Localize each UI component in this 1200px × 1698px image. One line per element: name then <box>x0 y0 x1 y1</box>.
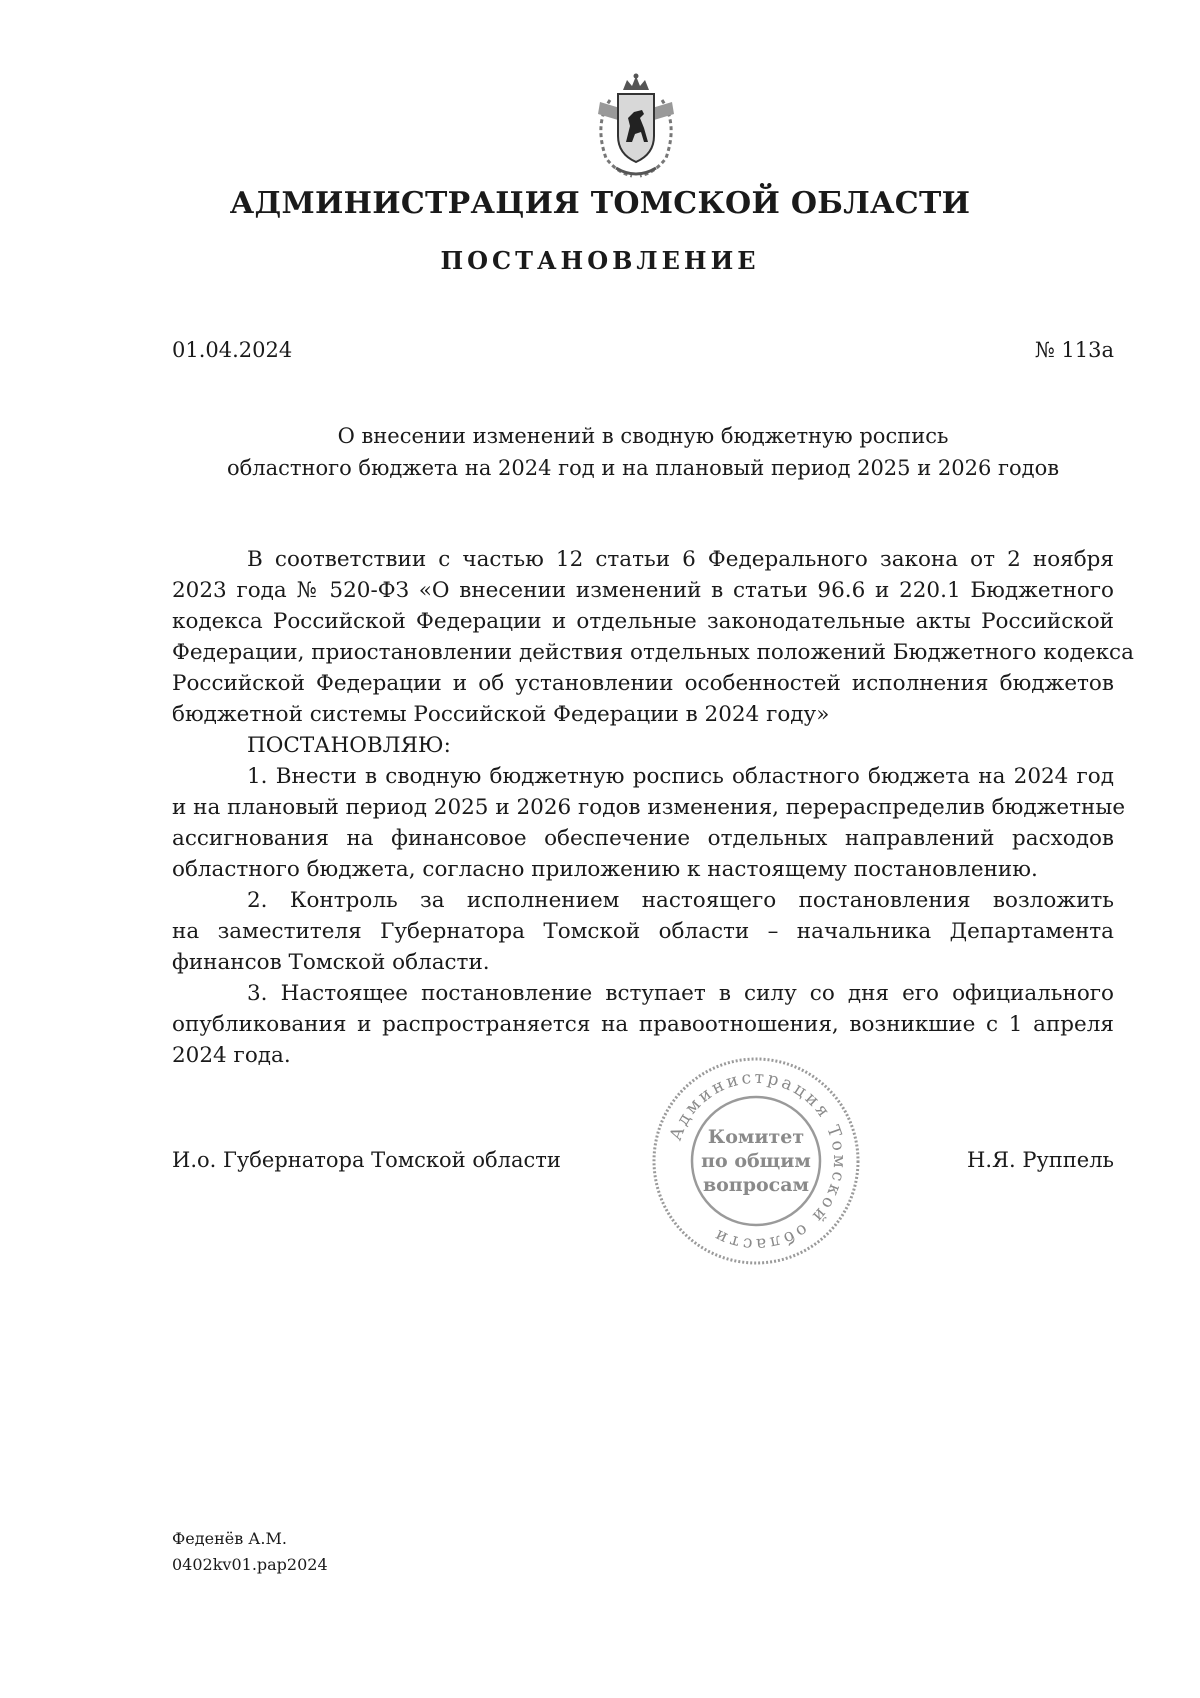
executor-name: Феденёв А.М. <box>172 1529 287 1548</box>
item1-line: областного бюджета, согласно приложению к настоящему постановлению. <box>172 857 1038 882</box>
document-date: 01.04.2024 <box>172 338 293 362</box>
preamble-line: В соответствии с частью 12 статьи 6 Федерального закона от 2 ноября <box>247 547 1114 572</box>
preamble-line: 2023 года № 520-ФЗ «О внесении изменений в статьи 96.6 и 220.1 Бюджетного <box>172 578 1114 603</box>
organization-title: АДМИНИСТРАЦИЯ ТОМСКОЙ ОБЛАСТИ <box>229 186 971 221</box>
item3-line: 3. Настоящее постановление вступает в силу со дня его официального <box>247 981 1114 1006</box>
item2-line: финансов Томской области. <box>172 950 490 975</box>
tomsk-coat-of-arms-icon <box>580 72 692 184</box>
item1-line: 1. Внести в сводную бюджетную роспись областного бюджета на 2024 год <box>247 764 1114 789</box>
preamble-line: Российской Федерации и об установлении особенностей исполнения бюджетов <box>172 671 1114 696</box>
document-body <box>172 544 1134 1071</box>
subject-line: областного бюджета на 2024 год и на плановый период 2025 и 2026 годов <box>226 456 1060 480</box>
item1-line: ассигнования на финансовое обеспечение отдельных направлений расходов <box>172 826 1114 851</box>
item3-line: опубликования и распространяется на правоотношения, возникшие с 1 апреля <box>172 1012 1114 1037</box>
item2-line: на заместителя Губернатора Томской области – начальника Департамента <box>172 919 1114 944</box>
stamp-center-line: Комитет <box>707 1126 805 1148</box>
preamble-line: бюджетной системы Российской Федерации в 2024 году» <box>172 702 830 727</box>
document-footer <box>172 1526 328 1578</box>
subject-line: О внесении изменений в сводную бюджетную роспись <box>337 424 949 448</box>
item2-line: 2. Контроль за исполнением настоящего постановления возложить <box>247 888 1114 913</box>
official-stamp <box>650 1055 862 1267</box>
item1-line: и на плановый период 2025 и 2026 годов изменения, перераспределив бюджетные <box>172 795 1126 820</box>
preamble-line: Федерации, приостановлении действия отдельных положений Бюджетного кодекса <box>172 640 1134 665</box>
stamp-center-line: вопросам <box>702 1174 810 1196</box>
preamble-line: кодекса Российской Федерации и отдельные законодательные акты Российской <box>172 609 1114 634</box>
signer-position: И.о. Губернатора Томской области <box>172 1148 561 1172</box>
item3-line: 2024 года. <box>172 1043 291 1068</box>
signer-name: Н.Я. Руппель <box>967 1148 1114 1172</box>
resolve-heading: ПОСТАНОВЛЯЮ: <box>247 733 451 758</box>
stamp-center-line: по общим <box>701 1150 811 1172</box>
document-number: № 113а <box>1034 338 1114 362</box>
file-reference: 0402kv01.pap2024 <box>172 1555 328 1574</box>
document-subject <box>172 420 1114 484</box>
document-type: ПОСТАНОВЛЕНИЕ <box>440 246 760 275</box>
stamp-ring-text: Администрация Томской области <box>665 1067 850 1255</box>
